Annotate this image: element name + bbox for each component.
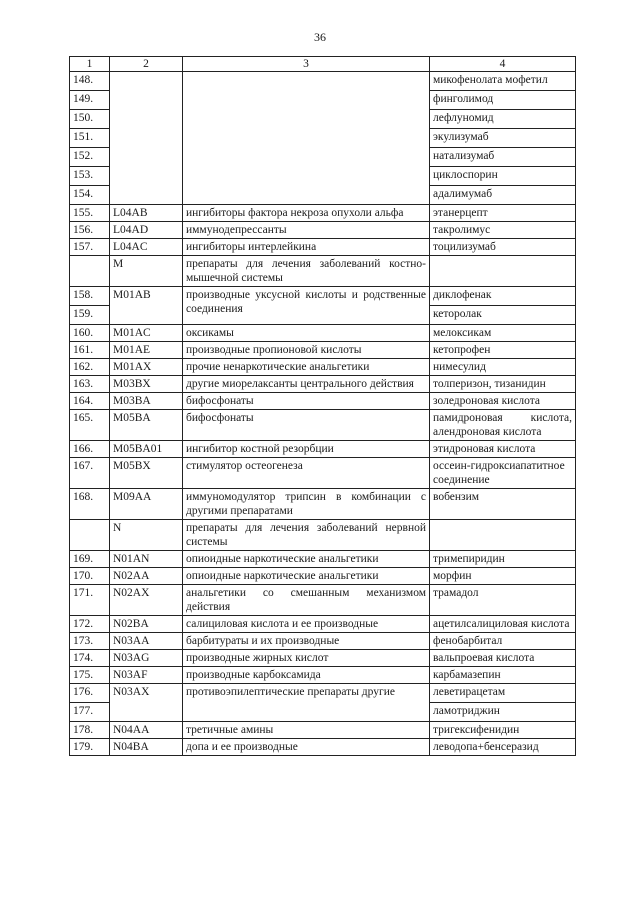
drug-name: трамадол: [430, 585, 576, 616]
row-number: 158.: [70, 287, 110, 306]
atc-code: M01AB: [110, 287, 183, 325]
table-row: [70, 205, 576, 222]
drug-name: тоцилизумаб: [430, 239, 576, 256]
group-name: бифосфонаты: [183, 410, 430, 441]
row-number: 156.: [70, 222, 110, 239]
row-number: 176.: [70, 684, 110, 703]
atc-code: M03BA: [110, 393, 183, 410]
group-name: оксикамы: [183, 325, 430, 342]
table-row: [70, 667, 576, 684]
group-name: иммуномодулятор трипсин в комбинации с другими препаратами: [183, 489, 430, 520]
row-number: 151.: [70, 129, 110, 148]
drug-name: микофенолата мофетил: [430, 72, 576, 91]
atc-code: [110, 72, 183, 205]
drug-name: морфин: [430, 568, 576, 585]
atc-code: N04AA: [110, 722, 183, 739]
column-header: 4: [430, 57, 576, 72]
drug-name: ацетилсалициловая кислота: [430, 616, 576, 633]
group-name: допа и ее производные: [183, 739, 430, 756]
group-name: барбитураты и их производные: [183, 633, 430, 650]
drug-name: адалимумаб: [430, 186, 576, 205]
table-row: [70, 393, 576, 410]
drug-name: этанерцепт: [430, 205, 576, 222]
atc-code: N03AX: [110, 684, 183, 722]
row-number: 157.: [70, 239, 110, 256]
drug-name: мелоксикам: [430, 325, 576, 342]
row-number: 163.: [70, 376, 110, 393]
section-row: [70, 520, 576, 551]
drug-name: тримепиридин: [430, 551, 576, 568]
row-number: 171.: [70, 585, 110, 616]
row-number: 162.: [70, 359, 110, 376]
column-header: 3: [183, 57, 430, 72]
table-row: [70, 325, 576, 342]
atc-code: M: [110, 256, 183, 287]
atc-code: M01AE: [110, 342, 183, 359]
atc-code: M03BX: [110, 376, 183, 393]
group-name: препараты для лечения заболеваний костно-мышечной системы: [183, 256, 430, 287]
group-name: производные уксусной кислоты и родственные соединения: [183, 287, 430, 325]
atc-code: M05BA01: [110, 441, 183, 458]
group-name: другие миорелаксанты центрального действия: [183, 376, 430, 393]
row-number: 169.: [70, 551, 110, 568]
row-number: 155.: [70, 205, 110, 222]
row-number: 154.: [70, 186, 110, 205]
row-number: 153.: [70, 167, 110, 186]
atc-code: M01AC: [110, 325, 183, 342]
row-number: 178.: [70, 722, 110, 739]
atc-code: N01AN: [110, 551, 183, 568]
row-number: 177.: [70, 703, 110, 722]
group-name: ингибитор костной резорбции: [183, 441, 430, 458]
group-name: третичные амины: [183, 722, 430, 739]
table-row: [70, 72, 576, 91]
drug-name: лефлуномид: [430, 110, 576, 129]
row-number: 166.: [70, 441, 110, 458]
table-row: [70, 287, 576, 306]
group-name: производные жирных кислот: [183, 650, 430, 667]
drug-name: фенобарбитал: [430, 633, 576, 650]
row-number: 160.: [70, 325, 110, 342]
table-row: [70, 222, 576, 239]
group-name: анальгетики со смешанным механизмом действия: [183, 585, 430, 616]
row-number: 167.: [70, 458, 110, 489]
table-row: [70, 616, 576, 633]
row-number: 168.: [70, 489, 110, 520]
atc-code: N03AA: [110, 633, 183, 650]
page-number: 36: [314, 30, 326, 44]
atc-code: M09AA: [110, 489, 183, 520]
drug-name: леводопа+бенсеразид: [430, 739, 576, 756]
drug-name: натализумаб: [430, 148, 576, 167]
group-name: препараты для лечения заболеваний нервной системы: [183, 520, 430, 551]
group-name: [183, 72, 430, 205]
drug-name: кеторолак: [430, 306, 576, 325]
column-header: 1: [70, 57, 110, 72]
atc-code: L04AD: [110, 222, 183, 239]
row-number: 159.: [70, 306, 110, 325]
row-number: 173.: [70, 633, 110, 650]
drug-name: кетопрофен: [430, 342, 576, 359]
drug-name: [430, 256, 576, 287]
table-row: [70, 441, 576, 458]
drug-name: финголимод: [430, 91, 576, 110]
drug-name: [430, 520, 576, 551]
atc-code: M05BX: [110, 458, 183, 489]
row-number: 175.: [70, 667, 110, 684]
table-row: [70, 739, 576, 756]
drug-name: золедроновая кислота: [430, 393, 576, 410]
atc-code: N02AA: [110, 568, 183, 585]
row-number: [70, 520, 110, 551]
atc-code: M05BA: [110, 410, 183, 441]
table-row: [70, 239, 576, 256]
drug-name: тригексифенидин: [430, 722, 576, 739]
row-number: 179.: [70, 739, 110, 756]
table-row: [70, 359, 576, 376]
table-row: [70, 684, 576, 703]
row-number: 152.: [70, 148, 110, 167]
group-name: производные карбоксамида: [183, 667, 430, 684]
group-name: прочие ненаркотические анальгетики: [183, 359, 430, 376]
atc-code: N02AX: [110, 585, 183, 616]
atc-code: N03AG: [110, 650, 183, 667]
table-row: [70, 633, 576, 650]
drug-name: вальпроевая кислота: [430, 650, 576, 667]
drug-name: оссеин-гидроксиапатитное соединение: [430, 458, 576, 489]
drug-name: экулизумаб: [430, 129, 576, 148]
atc-code: L04AC: [110, 239, 183, 256]
row-number: 172.: [70, 616, 110, 633]
table-row: [70, 458, 576, 489]
atc-code: L04AB: [110, 205, 183, 222]
column-header: 2: [110, 57, 183, 72]
drug-name: памидроновая кислота, алендроновая кислота: [430, 410, 576, 441]
row-number: 165.: [70, 410, 110, 441]
drug-name: леветирацетам: [430, 684, 576, 703]
table-row: [70, 585, 576, 616]
group-name: бифосфонаты: [183, 393, 430, 410]
group-name: ингибиторы интерлейкина: [183, 239, 430, 256]
group-name: салициловая кислота и ее производные: [183, 616, 430, 633]
row-number: 149.: [70, 91, 110, 110]
group-name: опиоидные наркотические анальгетики: [183, 551, 430, 568]
group-name: ингибиторы фактора некроза опухоли альфа: [183, 205, 430, 222]
drug-name: карбамазепин: [430, 667, 576, 684]
atc-code: N: [110, 520, 183, 551]
drug-table: [69, 56, 576, 756]
row-number: 161.: [70, 342, 110, 359]
group-name: опиоидные наркотические анальгетики: [183, 568, 430, 585]
drug-name: толперизон, тизанидин: [430, 376, 576, 393]
row-number: 164.: [70, 393, 110, 410]
table-row: [70, 489, 576, 520]
group-name: производные пропионовой кислоты: [183, 342, 430, 359]
drug-name: нимесулид: [430, 359, 576, 376]
drug-name: диклофенак: [430, 287, 576, 306]
row-number: [70, 256, 110, 287]
group-name: стимулятор остеогенеза: [183, 458, 430, 489]
atc-code: M01AX: [110, 359, 183, 376]
row-number: 174.: [70, 650, 110, 667]
group-name: противоэпилептические препараты другие: [183, 684, 430, 722]
atc-code: N02BA: [110, 616, 183, 633]
section-row: [70, 256, 576, 287]
table-row: [70, 650, 576, 667]
table-row: [70, 568, 576, 585]
table-header-row: [70, 57, 576, 72]
table-row: [70, 342, 576, 359]
table-row: [70, 551, 576, 568]
drug-name: ламотриджин: [430, 703, 576, 722]
row-number: 148.: [70, 72, 110, 91]
drug-name: циклоспорин: [430, 167, 576, 186]
drug-name: вобензим: [430, 489, 576, 520]
table-row: [70, 376, 576, 393]
atc-code: N04BA: [110, 739, 183, 756]
row-number: 150.: [70, 110, 110, 129]
table-row: [70, 722, 576, 739]
group-name: иммунодепрессанты: [183, 222, 430, 239]
row-number: 170.: [70, 568, 110, 585]
atc-code: N03AF: [110, 667, 183, 684]
drug-name: этидроновая кислота: [430, 441, 576, 458]
table-row: [70, 410, 576, 441]
drug-name: такролимус: [430, 222, 576, 239]
